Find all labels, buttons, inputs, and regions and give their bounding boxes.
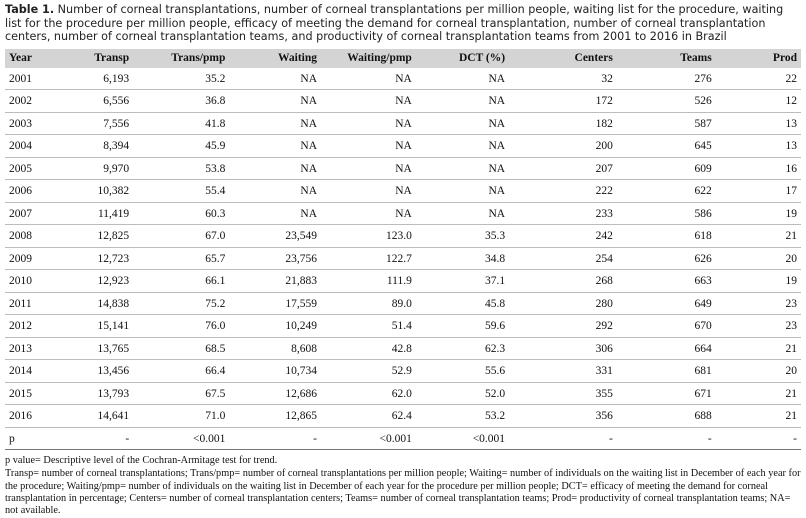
cell-year: 2014 xyxy=(5,360,71,383)
cell-centers: 306 xyxy=(509,337,617,360)
cell-transp: 8,394 xyxy=(71,135,133,158)
cell-trans-pmp: 67.5 xyxy=(133,382,229,405)
cell-trans-pmp: 36.8 xyxy=(133,90,229,113)
cell-dct: NA xyxy=(416,202,509,225)
cell-teams: 670 xyxy=(617,315,716,338)
header-waiting: Waiting xyxy=(278,52,318,65)
cell-prod: 20 xyxy=(716,247,801,270)
cell-waiting: NA xyxy=(229,90,321,113)
cell-centers: 172 xyxy=(509,90,617,113)
cell-waiting: NA xyxy=(229,157,321,180)
cell-prod: 13 xyxy=(716,135,801,158)
cell-transp: 11,419 xyxy=(71,202,133,225)
cell-transp: 13,765 xyxy=(71,337,133,360)
cell-transp: 13,456 xyxy=(71,360,133,383)
cell-teams: 645 xyxy=(617,135,716,158)
header-year: Year xyxy=(9,52,32,65)
cell-year: 2008 xyxy=(5,225,71,248)
cell-waiting: NA xyxy=(229,180,321,203)
cell-centers: 254 xyxy=(509,247,617,270)
cell-waiting: 8,608 xyxy=(229,337,321,360)
cell-prod: 23 xyxy=(716,292,801,315)
cell-transp: 6,556 xyxy=(71,90,133,113)
cell-teams: - xyxy=(617,427,716,450)
cell-trans-pmp: <0.001 xyxy=(133,427,229,450)
cell-trans-pmp: 55.4 xyxy=(133,180,229,203)
cell-trans-pmp: 65.7 xyxy=(133,247,229,270)
cell-prod: 22 xyxy=(716,68,801,90)
table-row xyxy=(5,427,801,450)
cell-year: 2010 xyxy=(5,270,71,293)
cell-dct: 55.6 xyxy=(416,360,509,383)
cell-year: p xyxy=(5,427,71,450)
cell-waiting: 10,734 xyxy=(229,360,321,383)
table-row xyxy=(5,202,801,225)
cell-teams: 618 xyxy=(617,225,716,248)
cell-prod: 13 xyxy=(716,112,801,135)
cell-prod: - xyxy=(716,427,801,450)
caption-label: Table 1. xyxy=(5,3,55,16)
cell-prod: 12 xyxy=(716,90,801,113)
cell-dct: NA xyxy=(416,180,509,203)
cell-trans-pmp: 53.8 xyxy=(133,157,229,180)
cell-transp: - xyxy=(71,427,133,450)
table-row xyxy=(5,68,801,90)
cell-year: 2015 xyxy=(5,382,71,405)
cell-waiting: 12,865 xyxy=(229,405,321,428)
cell-dct: 62.3 xyxy=(416,337,509,360)
cell-centers: - xyxy=(509,427,617,450)
header-trans-pmp: Trans/pmp xyxy=(171,52,226,65)
cell-dct: <0.001 xyxy=(416,427,509,450)
cell-trans-pmp: 67.0 xyxy=(133,225,229,248)
cell-centers: 32 xyxy=(509,68,617,90)
table-figure xyxy=(5,3,801,518)
table-row xyxy=(5,270,801,293)
caption-text: Number of corneal transplantations, number of corneal transplantations per million people, waiting list for the procedure, waiting list for the procedure per million people, efficacy of meeting the demand for corneal transplantation, number of corneal transplantation centers, number of corneal transplantation teams, and productivity of corneal transplantation teams from 2001 to 2016 in Brazil xyxy=(5,3,784,44)
cell-waiting-pmp: 51.4 xyxy=(321,315,416,338)
cell-waiting: NA xyxy=(229,68,321,90)
cell-transp: 13,793 xyxy=(71,382,133,405)
cell-waiting: 10,249 xyxy=(229,315,321,338)
cell-dct: NA xyxy=(416,135,509,158)
cell-trans-pmp: 41.8 xyxy=(133,112,229,135)
cell-prod: 23 xyxy=(716,315,801,338)
cell-transp: 12,923 xyxy=(71,270,133,293)
table-row xyxy=(5,360,801,383)
cell-trans-pmp: 71.0 xyxy=(133,405,229,428)
cell-waiting: 23,756 xyxy=(229,247,321,270)
cell-year: 2005 xyxy=(5,157,71,180)
cell-teams: 671 xyxy=(617,382,716,405)
cell-waiting-pmp: 122.7 xyxy=(321,247,416,270)
cell-prod: 21 xyxy=(716,405,801,428)
cell-teams: 664 xyxy=(617,337,716,360)
cell-waiting-pmp: 89.0 xyxy=(321,292,416,315)
cell-teams: 526 xyxy=(617,90,716,113)
cell-centers: 242 xyxy=(509,225,617,248)
cell-waiting: NA xyxy=(229,202,321,225)
cell-teams: 586 xyxy=(617,202,716,225)
cell-transp: 10,382 xyxy=(71,180,133,203)
cell-trans-pmp: 60.3 xyxy=(133,202,229,225)
cell-transp: 14,641 xyxy=(71,405,133,428)
cell-trans-pmp: 76.0 xyxy=(133,315,229,338)
cell-waiting-pmp: 62.0 xyxy=(321,382,416,405)
table-caption xyxy=(5,3,801,44)
cell-prod: 17 xyxy=(716,180,801,203)
cell-trans-pmp: 66.4 xyxy=(133,360,229,383)
cell-prod: 21 xyxy=(716,225,801,248)
table-row xyxy=(5,90,801,113)
cell-dct: 59.6 xyxy=(416,315,509,338)
table-row xyxy=(5,292,801,315)
cell-centers: 331 xyxy=(509,360,617,383)
table-row xyxy=(5,180,801,203)
cell-waiting-pmp: 111.9 xyxy=(321,270,416,293)
cell-trans-pmp: 68.5 xyxy=(133,337,229,360)
cell-dct: 35.3 xyxy=(416,225,509,248)
cell-waiting-pmp: NA xyxy=(321,112,416,135)
header-transp: Transp xyxy=(94,52,130,65)
cell-transp: 12,825 xyxy=(71,225,133,248)
cell-centers: 207 xyxy=(509,157,617,180)
cell-year: 2013 xyxy=(5,337,71,360)
cell-year: 2001 xyxy=(5,68,71,90)
cell-teams: 276 xyxy=(617,68,716,90)
cell-dct: 53.2 xyxy=(416,405,509,428)
note-p-value: p value= Descriptive level of the Cochran-Armitage test for trend. xyxy=(5,455,278,467)
cell-trans-pmp: 45.9 xyxy=(133,135,229,158)
cell-centers: 268 xyxy=(509,270,617,293)
cell-prod: 19 xyxy=(716,270,801,293)
cell-teams: 663 xyxy=(617,270,716,293)
data-table xyxy=(5,49,801,451)
cell-prod: 19 xyxy=(716,202,801,225)
table-row xyxy=(5,382,801,405)
cell-waiting-pmp: NA xyxy=(321,180,416,203)
cell-transp: 7,556 xyxy=(71,112,133,135)
table-row xyxy=(5,225,801,248)
cell-waiting-pmp: NA xyxy=(321,135,416,158)
cell-year: 2003 xyxy=(5,112,71,135)
cell-centers: 280 xyxy=(509,292,617,315)
header-row xyxy=(5,49,801,68)
cell-trans-pmp: 75.2 xyxy=(133,292,229,315)
table-body xyxy=(5,68,801,450)
cell-centers: 182 xyxy=(509,112,617,135)
cell-dct: 37.1 xyxy=(416,270,509,293)
cell-transp: 6,193 xyxy=(71,68,133,90)
cell-waiting-pmp: <0.001 xyxy=(321,427,416,450)
cell-dct: 52.0 xyxy=(416,382,509,405)
table-row xyxy=(5,315,801,338)
table-row xyxy=(5,112,801,135)
cell-centers: 355 xyxy=(509,382,617,405)
cell-waiting: 17,559 xyxy=(229,292,321,315)
header-dct: DCT (%) xyxy=(458,52,506,65)
cell-teams: 622 xyxy=(617,180,716,203)
cell-waiting-pmp: 42.8 xyxy=(321,337,416,360)
cell-year: 2016 xyxy=(5,405,71,428)
header-centers: Centers xyxy=(574,52,613,65)
note-abbreviations: Transp= number of corneal transplantations; Trans/pmp= number of corneal transplantations per million people; Waiting= number of individuals on the waiting list in December of each year for the procedure; Waiting/pmp= number of individuals on the waiting list in December of each year for the procedure per million people; DCT= efficacy of meeting the demand for corneal transplantation in percentage; Centers= number of corneal transplantation centers; Teams= number of corneal transplantation teams; Prod= productivity of corneal transplantation teams; NA= not available. xyxy=(5,468,801,517)
cell-year: 2006 xyxy=(5,180,71,203)
cell-prod: 20 xyxy=(716,360,801,383)
cell-centers: 356 xyxy=(509,405,617,428)
cell-waiting-pmp: 123.0 xyxy=(321,225,416,248)
cell-centers: 292 xyxy=(509,315,617,338)
cell-waiting: 23,549 xyxy=(229,225,321,248)
cell-transp: 9,970 xyxy=(71,157,133,180)
cell-year: 2009 xyxy=(5,247,71,270)
cell-teams: 649 xyxy=(617,292,716,315)
cell-centers: 233 xyxy=(509,202,617,225)
cell-waiting: - xyxy=(229,427,321,450)
cell-teams: 681 xyxy=(617,360,716,383)
cell-centers: 200 xyxy=(509,135,617,158)
cell-transp: 12,723 xyxy=(71,247,133,270)
cell-year: 2007 xyxy=(5,202,71,225)
cell-year: 2012 xyxy=(5,315,71,338)
cell-waiting: NA xyxy=(229,135,321,158)
cell-waiting: 12,686 xyxy=(229,382,321,405)
cell-year: 2011 xyxy=(5,292,71,315)
cell-prod: 16 xyxy=(716,157,801,180)
cell-dct: NA xyxy=(416,90,509,113)
cell-transp: 15,141 xyxy=(71,315,133,338)
table-row xyxy=(5,337,801,360)
cell-prod: 21 xyxy=(716,337,801,360)
cell-teams: 609 xyxy=(617,157,716,180)
cell-waiting: 21,883 xyxy=(229,270,321,293)
cell-year: 2002 xyxy=(5,90,71,113)
cell-dct: NA xyxy=(416,112,509,135)
header-teams: Teams xyxy=(680,52,712,65)
cell-waiting-pmp: 62.4 xyxy=(321,405,416,428)
cell-transp: 14,838 xyxy=(71,292,133,315)
cell-trans-pmp: 66.1 xyxy=(133,270,229,293)
cell-waiting: NA xyxy=(229,112,321,135)
cell-centers: 222 xyxy=(509,180,617,203)
header-waiting-pmp: Waiting/pmp xyxy=(347,52,412,65)
cell-prod: 21 xyxy=(716,382,801,405)
cell-waiting-pmp: NA xyxy=(321,68,416,90)
cell-teams: 688 xyxy=(617,405,716,428)
cell-waiting-pmp: 52.9 xyxy=(321,360,416,383)
cell-waiting-pmp: NA xyxy=(321,202,416,225)
table-row xyxy=(5,247,801,270)
cell-teams: 626 xyxy=(617,247,716,270)
cell-trans-pmp: 35.2 xyxy=(133,68,229,90)
cell-dct: NA xyxy=(416,157,509,180)
table-row xyxy=(5,405,801,428)
cell-waiting-pmp: NA xyxy=(321,90,416,113)
table-notes xyxy=(5,455,801,517)
cell-dct: 45.8 xyxy=(416,292,509,315)
cell-year: 2004 xyxy=(5,135,71,158)
cell-waiting-pmp: NA xyxy=(321,157,416,180)
cell-dct: 34.8 xyxy=(416,247,509,270)
cell-dct: NA xyxy=(416,68,509,90)
header-prod: Prod xyxy=(772,52,797,65)
table-row xyxy=(5,135,801,158)
table-row xyxy=(5,157,801,180)
cell-teams: 587 xyxy=(617,112,716,135)
